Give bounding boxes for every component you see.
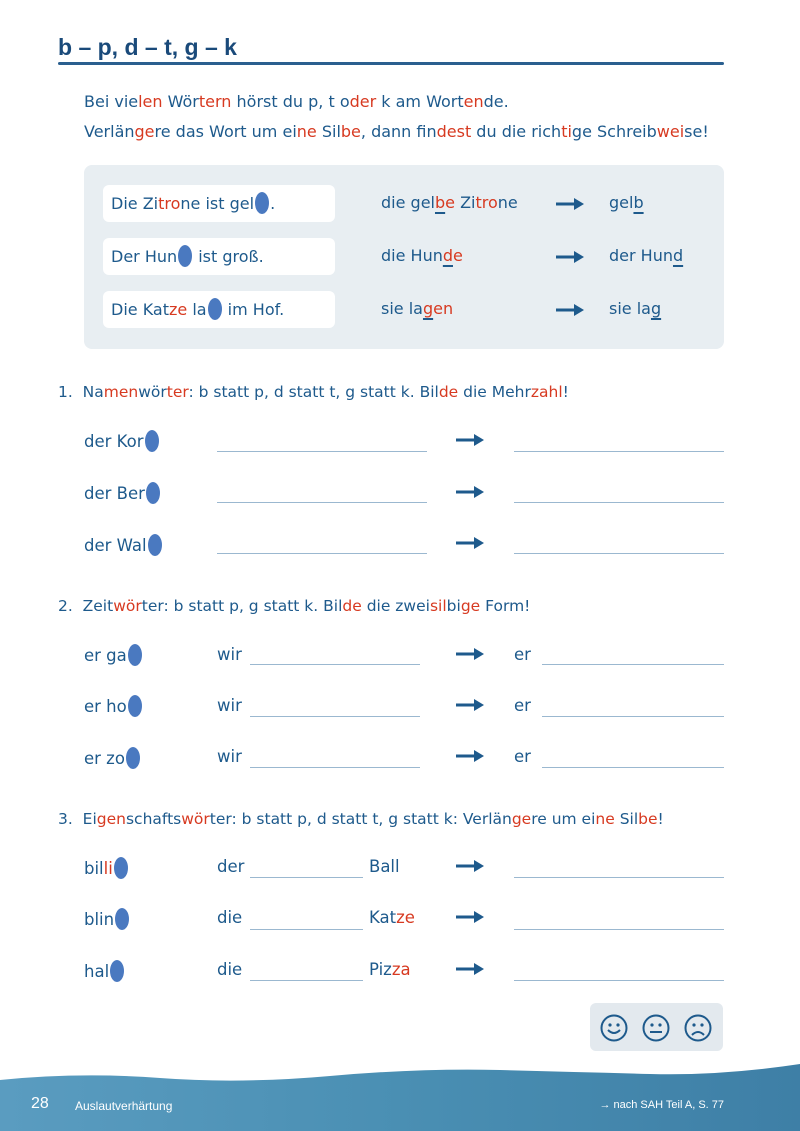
blank-dot	[128, 644, 142, 666]
answer-line[interactable]	[514, 502, 724, 503]
arrow-right-icon	[556, 250, 584, 264]
answer-line[interactable]	[514, 877, 724, 878]
blank-dot	[114, 857, 128, 879]
task-3-word-1: billi	[84, 857, 129, 879]
answer-line[interactable]	[250, 980, 363, 981]
arrow-right-icon	[556, 197, 584, 211]
arrow-right-icon	[456, 698, 484, 712]
sad-face-icon[interactable]	[684, 1014, 712, 1042]
task-3-article: der	[217, 857, 245, 876]
example-extended-2: die Hunde	[381, 246, 463, 265]
example-sentence-2: Der Hun ist groß.	[103, 238, 335, 275]
task-2-word-2: er ho	[84, 695, 143, 717]
self-assessment-box	[590, 1003, 723, 1051]
blank-dot	[115, 908, 129, 930]
intro-line-1: Bei vielen Wörtern hörst du p, t oder k am Wortende.	[84, 92, 509, 111]
task-2-word-3: er zo	[84, 747, 141, 769]
answer-line[interactable]	[250, 767, 420, 768]
answer-line[interactable]	[250, 877, 363, 878]
task-1-word-2: der Ber	[84, 482, 161, 504]
footer-band	[0, 1058, 800, 1131]
blank-dot	[255, 192, 269, 214]
arrow-right-icon	[456, 962, 484, 976]
task-3-heading: 3. Eigenschaftswörter: b statt p, d statt t, g statt k: Verlängere um eine Silbe!	[58, 810, 664, 828]
answer-line[interactable]	[514, 553, 724, 554]
task-2-heading: 2. Zeitwörter: b statt p, g statt k. Bilde die zweisilbige Form!	[58, 597, 531, 615]
arrow-right-icon	[556, 303, 584, 317]
task-3-article: die	[217, 908, 243, 927]
answer-line[interactable]	[542, 716, 724, 717]
page-title: b – p, d – t, g – k	[58, 34, 237, 60]
task-1-word-1: der Kor	[84, 430, 160, 452]
task-2-er-label: er	[514, 747, 531, 766]
example-result-3: sie lag	[609, 299, 662, 318]
task-2-wir-label: wir	[217, 696, 242, 715]
answer-line[interactable]	[514, 980, 724, 981]
task-2-word-1: er ga	[84, 644, 143, 666]
task-1-heading: 1. Namenwörter: b statt p, d statt t, g statt k. Bilde die Mehrzahl!	[58, 383, 569, 401]
arrow-right-icon	[456, 749, 484, 763]
example-sentence-3: Die Katze la im Hof.	[103, 291, 335, 328]
neutral-face-icon[interactable]	[642, 1014, 670, 1042]
task-2-wir-label: wir	[217, 645, 242, 664]
reference-text: → nach SAH Teil A, S. 77	[599, 1099, 724, 1111]
arrow-right-icon	[456, 536, 484, 550]
happy-face-icon[interactable]	[600, 1014, 628, 1042]
arrow-right-icon	[456, 910, 484, 924]
blank-dot	[178, 245, 192, 267]
task-1-word-3: der Wal	[84, 534, 163, 556]
arrow-right-icon	[456, 647, 484, 661]
answer-line[interactable]	[250, 716, 420, 717]
task-3-noun: Ball	[369, 857, 400, 876]
task-3-word-2: blin	[84, 908, 130, 930]
answer-line[interactable]	[514, 451, 724, 452]
blank-dot	[110, 960, 124, 982]
answer-line[interactable]	[514, 929, 724, 930]
arrow-right-icon	[456, 433, 484, 447]
task-3-noun: Pizza	[369, 960, 411, 979]
page-number: 28	[31, 1095, 49, 1112]
blank-dot	[146, 482, 160, 504]
example-result-2: der Hund	[609, 246, 684, 265]
answer-line[interactable]	[217, 502, 427, 503]
blank-dot	[208, 298, 222, 320]
intro-line-2: Verlängere das Wort um eine Silbe, dann findest du die richtige Schreibweise!	[84, 122, 709, 141]
answer-line[interactable]	[542, 664, 724, 665]
task-3-word-3: hal	[84, 960, 125, 982]
answer-line[interactable]	[542, 767, 724, 768]
example-sentence-1: Die Zitrone ist gel .	[103, 185, 335, 222]
task-2-er-label: er	[514, 696, 531, 715]
answer-line[interactable]	[217, 553, 427, 554]
blank-dot	[145, 430, 159, 452]
example-result-1: gelb	[609, 193, 644, 212]
answer-line[interactable]	[250, 664, 420, 665]
example-extended-1: die gelbe Zitrone	[381, 193, 518, 212]
blank-dot	[128, 695, 142, 717]
arrow-right-icon	[456, 485, 484, 499]
blank-dot	[148, 534, 162, 556]
task-2-wir-label: wir	[217, 747, 242, 766]
task-3-noun: Katze	[369, 908, 415, 927]
answer-line[interactable]	[217, 451, 427, 452]
blank-dot	[126, 747, 140, 769]
example-extended-3: sie lagen	[381, 299, 454, 318]
title-underline	[58, 62, 724, 65]
section-title: Auslautverhärtung	[75, 1099, 173, 1113]
answer-line[interactable]	[250, 929, 363, 930]
arrow-right-icon	[456, 859, 484, 873]
task-3-article: die	[217, 960, 243, 979]
task-2-er-label: er	[514, 645, 531, 664]
